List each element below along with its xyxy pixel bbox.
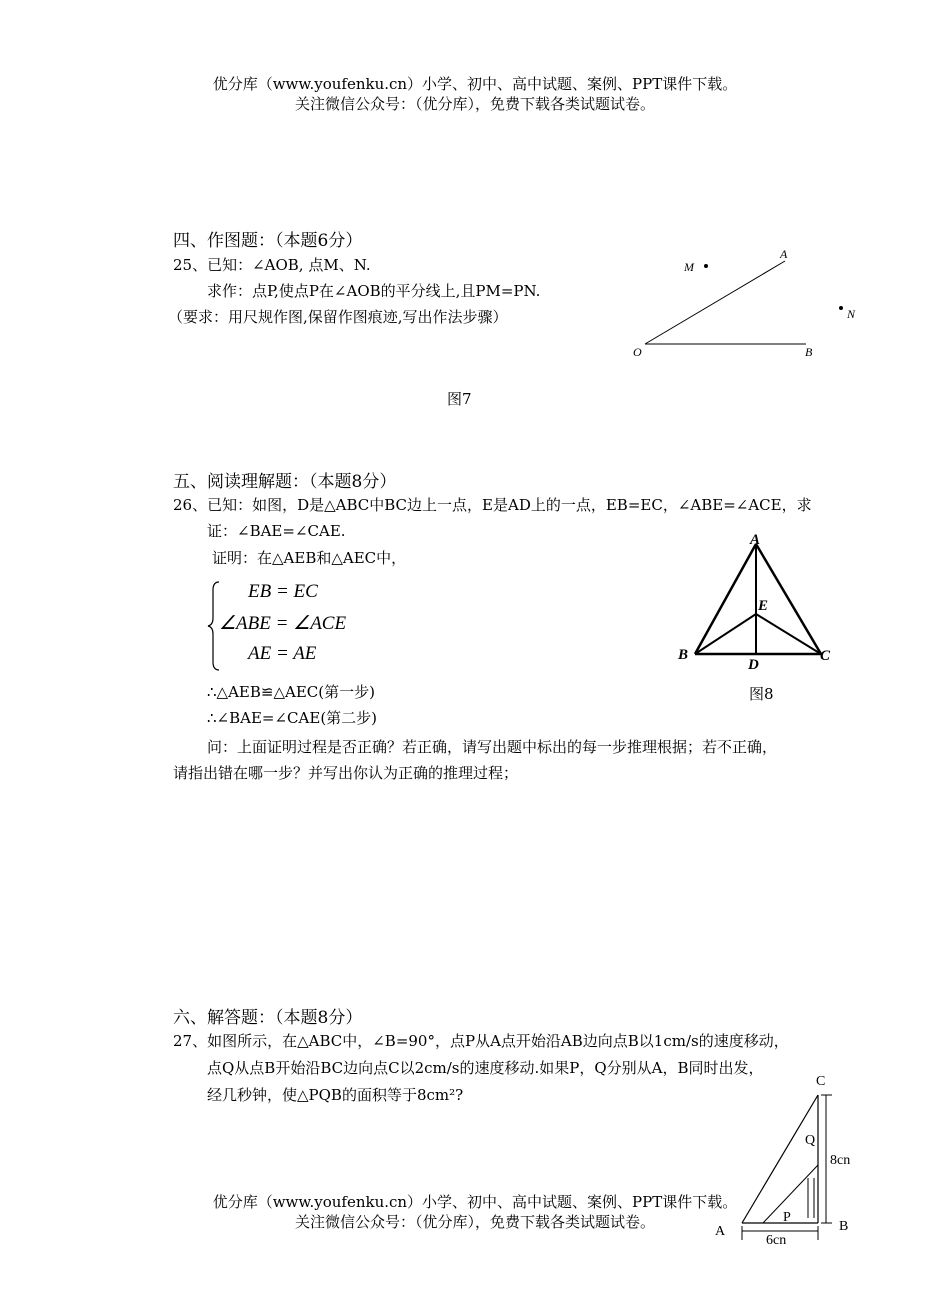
q26-line-2: 证：∠BAE=∠CAE. — [207, 522, 346, 540]
q25-requirement: （要求：用尺规作图,保留作图痕迹,写出作法步骤） — [168, 308, 508, 326]
proof-step-1: ∴△AEB≌△AEC(第一步) — [207, 683, 375, 701]
q27-line-3: 经几秒钟，使△PQB的面积等于8cm²? — [207, 1086, 464, 1104]
figure-8-caption: 图8 — [749, 685, 774, 703]
footer-line-2: 关注微信公众号：（优分库），免费下载各类试题试卷。 — [294, 1213, 655, 1231]
label-a: A — [750, 532, 761, 548]
label-ab-length: 6cn — [766, 1233, 787, 1248]
label-c: C — [816, 1074, 826, 1089]
section5-title: 五、阅读理解题：（本题8分） — [173, 472, 397, 492]
figure-7-angle — [620, 240, 880, 365]
label-o: O — [633, 345, 642, 359]
q26-question-1: 问：上面证明过程是否正确？若正确，请写出题中标出的每一步推理根据；若不正确， — [207, 738, 778, 756]
label-m: M — [684, 260, 694, 274]
footer-line-1: 优分库（www.youfenku.cn）小学、初中、高中试题、案例、PPT课件下载。 — [212, 1193, 738, 1211]
label-d: D — [748, 657, 759, 673]
label-bc-length: 8cn — [830, 1153, 851, 1168]
system-eq-3: AE = AE — [248, 643, 317, 664]
header-line-1: 优分库（www.youfenku.cn）小学、初中、高中试题、案例、PPT课件下载。 — [212, 75, 738, 93]
label-a: A — [715, 1224, 726, 1239]
proof-intro: 证明：在△AEB和△AEC中， — [212, 549, 407, 567]
q25-given: 25、已知：∠AOB, 点M、N. — [173, 256, 371, 274]
segment-be — [695, 614, 756, 654]
label-a: A — [780, 247, 788, 261]
label-e: E — [758, 598, 769, 614]
figure-8-triangle — [670, 528, 840, 673]
q27-line-1: 27、如图所示，在△ABC中，∠B=90°，点P从A点开始沿AB边向点B以1cm/s的速度移动， — [173, 1032, 789, 1050]
segment-ce — [756, 614, 821, 654]
side-ab — [695, 544, 756, 654]
system-eq-1: EB = EC — [248, 581, 318, 602]
figure-7-caption: 图7 — [447, 390, 472, 408]
label-b: B — [839, 1219, 849, 1234]
label-b: B — [678, 647, 689, 663]
ray-oa — [645, 261, 785, 344]
q26-question-2: 请指出错在哪一步？并写出你认为正确的推理过程； — [173, 764, 519, 782]
label-b: B — [805, 345, 813, 359]
point-n-dot — [839, 306, 843, 310]
point-m-dot — [704, 264, 708, 268]
label-q: Q — [805, 1133, 816, 1148]
proof-step-2: ∴∠BAE=∠CAE(第二步) — [207, 709, 378, 727]
system-eq-2: ∠ABE = ∠ACE — [219, 613, 347, 634]
section4-title: 四、作图题：（本题6分） — [173, 231, 363, 251]
q25-construct: 求作：点P,使点P在∠AOB的平分线上,且PM=PN. — [207, 282, 541, 300]
label-n: N — [847, 307, 856, 321]
q27-line-2: 点Q从点B开始沿BC边向点C以2cm/s的速度移动.如果P，Q分别从A，B同时出发， — [207, 1059, 764, 1077]
q26-line-1: 26、已知：如图，D是△ABC中BC边上一点，E是AD上的一点，EB=EC，∠ABE=∠ACE，求 — [173, 496, 812, 514]
header-line-2: 关注微信公众号：（优分库），免费下载各类试题试卷。 — [294, 95, 655, 113]
label-c: C — [820, 648, 831, 664]
section6-title: 六、解答题：（本题8分） — [173, 1008, 363, 1028]
label-p: P — [783, 1210, 791, 1225]
